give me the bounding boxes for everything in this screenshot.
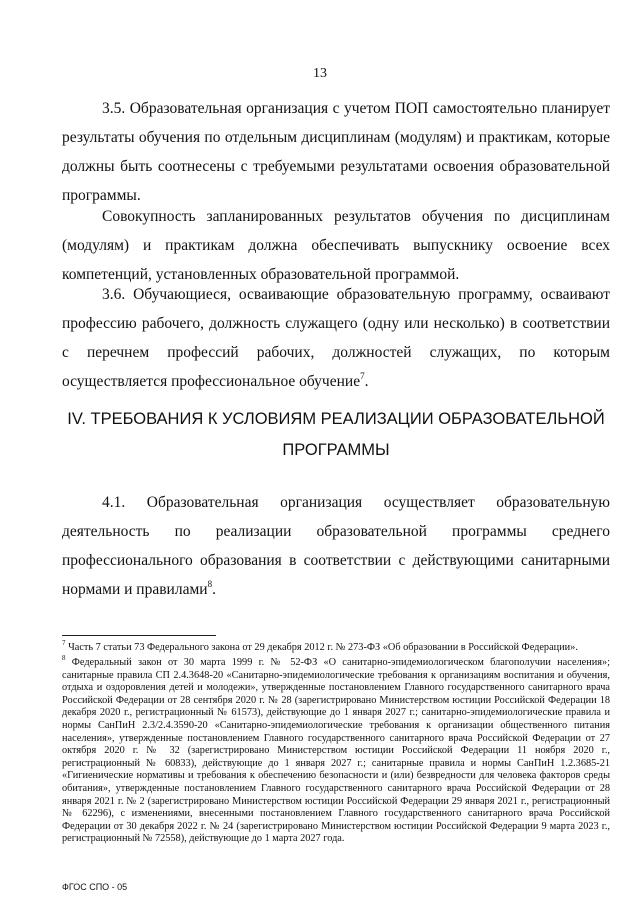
paragraph-3-6: 3.6. Обучающиеся, осваивающие образовательную программу, осваивают профессию рабочего, должность служащего (одну или несколько) в соответствии с перечнем профессий рабочих, должностей служащих, по которым осуществляется профессиональное обучение$^7$. [62, 286, 610, 390]
paragraph-3-5-text: 3.5. Образовательная организация с учетом ПОП самостоятельно планирует результаты обучения по отдельным дисциплинам (модулям) и практикам, которые должны быть соотнесены с требуемыми результатами освоения образовательной программы. [62, 100, 610, 204]
footnote-8-mark: 8 [62, 653, 66, 662]
paragraph-3-6-text: 3.6. Обучающиеся, осваивающие образовательную программу, осваивают профессию рабочего, должность служащего (одну или несколько) в соответствии с перечнем профессий рабочих, должностей служащих, по которым осуществляется профессиональное обучение [62, 286, 610, 390]
page-number: 13 [313, 66, 327, 81]
footnote-ref-8: 8 [207, 578, 213, 589]
footnote-8-text: Федеральный закон от 30 марта 1999 г. № 52-ФЗ «О санитарно-эпидемиологическом благополучии населения»; санитарные правила СП 2.4.3648-20 «Санитарно-эпидемиологические требования к организациям воспитания и обучения, отдыха и оздоровления детей и молодежи», утвержденные постановлением Главного государственного санитарного врача Российской Федерации от 28 сентября 2020 г. № 28 (зарегистрировано Министерством юстиции Российской Федерации 18 декабря 2020 г., регистрационный № 61573), действующие до 1 января 2027 г.; санитарно-эпидемиологические правила и нормы СанПиН 2.3/2.4.3590-20 «Санитарно-эпидемиологические требования к организации общественного питания населения», утвержденные постановлением Главного государственного санитарного врача Российской Федерации от 27 октября 2020 г. № 32 (зарегистрировано Министерством юстиции Российской Федерации 11 ноября 2020 г., регистрационный № 60833), действующие до 1 января 2027 г.; санитарные правила и нормы СанПиН 1.2.3685-21 «Гигиенические нормативы и требования к обеспечению безопасности и (или) безвредности для человека факторов среды обитания», утвержденные постановлением Главного государственного санитарного врача Российской Федерации от 28 января 2021 г. № 2 (зарегистрировано Министерством юстиции Российской Федерации 29 января 2021 г., регистрационный № 62296), с изменениями, внесенными постановлением Главного государственного санитарного врача Российской Федерации от 30 декабря 2022 г. № 24 (зарегистрировано Министерством юстиции Российской Федерации 9 марта 2023 г., регистрационный № 72558), действующие до 1 марта 2027 года. [62, 657, 610, 845]
section-heading [62, 404, 610, 466]
footnote-7-text: Часть 7 статьи 73 Федерального закона от 29 декабря 2012 г. № 273-ФЗ «Об образовании в Российской Федерации». [65, 642, 578, 653]
paragraph-4-1: 4.1. Образовательная организация осуществляет образовательную деятельность по реализации образовательной программы среднего профессионального образования в соответствии с действующими санитарными нормами и правилами$^8$. [62, 494, 610, 598]
footnote-7 [62, 638, 610, 655]
footnote-7-mark: 7 [62, 638, 66, 647]
paragraph-4-1-text: 4.1. Образовательная организация осуществляет образовательную деятельность по реализации образовательной программы среднего профессионального образования в соответствии с действующими санитарными нормами и правилами [62, 494, 610, 598]
section-heading-line-1: IV. ТРЕБОВАНИЯ К УСЛОВИЯМ РЕАЛИЗАЦИИ ОБРАЗОВАТЕЛЬНОЙ [67, 410, 605, 428]
paragraph-3-5 [62, 94, 610, 210]
footnote-8 [62, 653, 610, 846]
page-footer: ФГОС СПО - 05 [62, 882, 128, 892]
paragraph-3-5-continued-text: Совокупность запланированных результатов обучения по дисциплинам (модулям) и практикам должна обеспечивать выпускнику освоение всех компетенций, установленных образовательной программой. [62, 208, 610, 283]
footnote-ref-7: 7 [360, 370, 365, 381]
footnote-separator [62, 635, 216, 636]
section-heading-line-2: ПРОГРАММЫ [282, 441, 390, 459]
paragraph-3-5-continued [62, 202, 610, 289]
